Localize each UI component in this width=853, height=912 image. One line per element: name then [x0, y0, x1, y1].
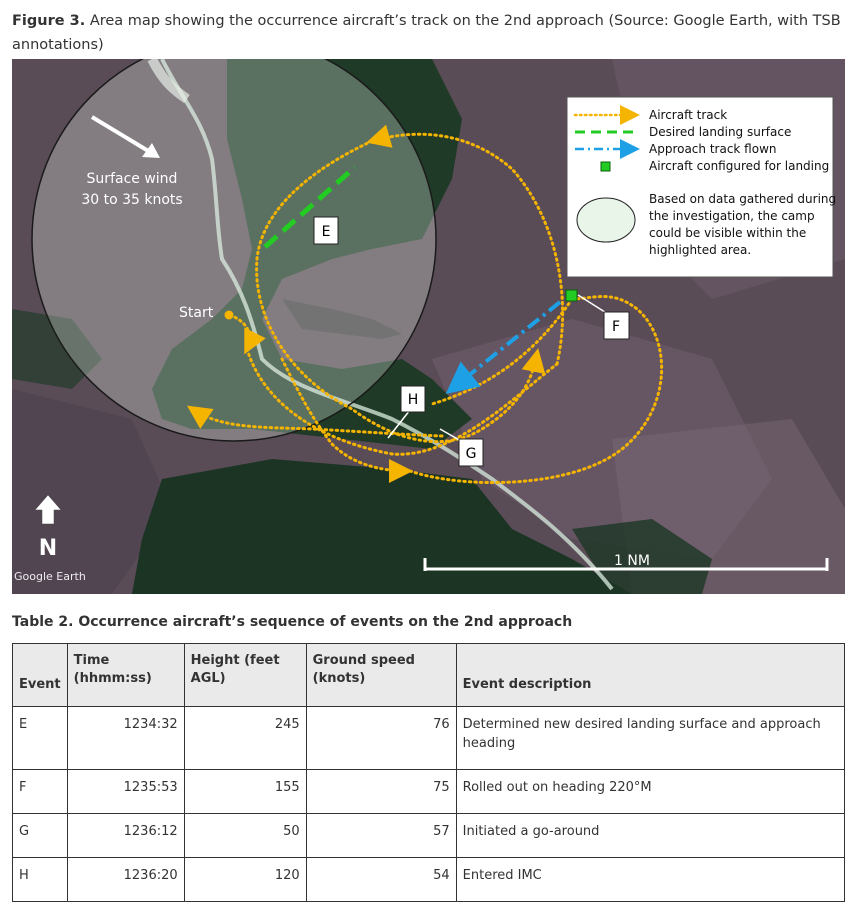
figure-caption-text: Area map showing the occurrence aircraft’s track on the 2nd approach (Source: Google Earth, with TSB annotations) [12, 13, 841, 53]
cell-time: 1236:12 [67, 814, 184, 858]
cell-height: 245 [184, 707, 306, 770]
legend-note-line2: the investigation, the camp [649, 209, 815, 223]
cell-description: Initiated a go-around [456, 814, 844, 858]
cell-speed: 57 [306, 814, 456, 858]
start-point [225, 311, 234, 320]
cell-event: H [13, 858, 68, 902]
table-row [13, 858, 845, 902]
cell-height: 50 [184, 814, 306, 858]
header-height: Height (feet AGL) [184, 644, 306, 707]
cell-height: 120 [184, 858, 306, 902]
header-time: Time (hhmm:ss) [67, 644, 184, 707]
wind-label-line2: 30 to 35 knots [81, 192, 183, 208]
cell-event: E [13, 707, 68, 770]
scale-label: 1 NM [614, 553, 650, 569]
wind-label-line1: Surface wind [86, 171, 178, 187]
table-title: Table 2. Occurrence aircraft’s sequence of events on the 2nd approach [12, 614, 573, 630]
header-event: Event [13, 644, 68, 707]
marker-f-label: F [611, 319, 621, 335]
cell-description: Entered IMC [456, 858, 844, 902]
legend-note-line4: highlighted area. [649, 243, 752, 257]
cell-speed: 75 [306, 770, 456, 814]
legend-circle-icon [577, 198, 635, 242]
marker-g-label: G [465, 446, 477, 462]
map-canvas [12, 59, 845, 594]
cell-speed: 76 [306, 707, 456, 770]
cell-time: 1235:53 [67, 770, 184, 814]
cell-description: Determined new desired landing surface and approach heading [456, 707, 844, 770]
legend-track-label: Aircraft track [649, 108, 728, 122]
table-header-row [13, 644, 845, 707]
cell-height: 155 [184, 770, 306, 814]
figure-caption [12, 9, 842, 57]
cell-description: Rolled out on heading 220°M [456, 770, 844, 814]
marker-h-label: H [407, 392, 419, 408]
cell-speed: 54 [306, 858, 456, 902]
marker-e-label: E [321, 224, 331, 240]
table-row [13, 770, 845, 814]
start-label: Start [179, 305, 214, 321]
area-map [12, 59, 845, 594]
north-label: N [38, 536, 58, 561]
figure-number: Figure 3. [12, 13, 86, 29]
table-row [13, 814, 845, 858]
watermark: Google Earth [14, 570, 86, 583]
cell-time: 1236:20 [67, 858, 184, 902]
cell-time: 1234:32 [67, 707, 184, 770]
table-row [13, 707, 845, 770]
legend-configured-icon [601, 162, 610, 171]
header-description: Event description [456, 644, 844, 707]
legend-approach-label: Approach track flown [649, 142, 777, 156]
events-table [12, 643, 845, 902]
header-speed: Ground speed (knots) [306, 644, 456, 707]
cell-event: F [13, 770, 68, 814]
legend-note-line3: could be visible within the [649, 226, 807, 240]
map-legend [567, 97, 836, 277]
cell-event: G [13, 814, 68, 858]
legend-configured-label: Aircraft configured for landing [649, 159, 830, 173]
legend-note-line1: Based on data gathered during [649, 192, 837, 206]
legend-landing-label: Desired landing surface [649, 125, 792, 139]
configured-point [566, 290, 577, 301]
